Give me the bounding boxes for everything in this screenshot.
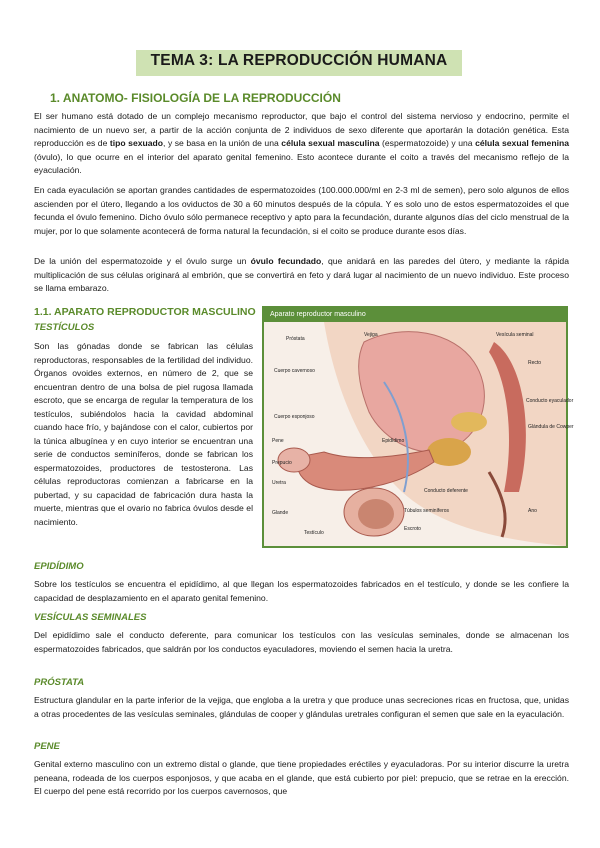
paragraph-pene: Genital externo masculino con un extremo distal o glande, que tiene propiedades eréctiles y eyaculadoras. Por su interior discurre la uretra peneana, rodeada de los cuerpos esponjosos, y que acaba en el glande, que está cubierto por piel: prepucio, que se retrae en la erección. El cuerpo del pene está recorrido por los cuerpos cavernosos, que [34,759,569,796]
heading-epididimo: EPIDÍDIMO [34,561,84,572]
heading-testiculos: TESTÍCULOS [34,322,95,333]
svg-text:Conducto eyaculador: Conducto eyaculador [526,398,574,404]
svg-text:Túbulos seminíferos: Túbulos seminíferos [404,508,450,514]
section-heading: 1. ANATOMO- FISIOLOGÍA DE LA REPRODUCCIÓN [50,91,341,105]
svg-text:Próstata: Próstata [286,336,305,342]
svg-text:Recto: Recto [528,360,542,366]
svg-text:Vesícula seminal: Vesícula seminal [496,332,534,338]
subsection-heading: 1.1. APARATO REPRODUCTOR MASCULINO [34,306,256,318]
svg-text:Cuerpo esponjoso: Cuerpo esponjoso [274,414,315,420]
paragraph-ejaculation: En cada eyaculación se aportan grandes cantidades de espermatozoides (100.000.000/ml en 2-3 ml de semen), pero solo algunos de ellos ascienden por el útero, llegando a los oviductos de 30 a 60 minutos después de la cópula. Y es solo uno de estos espermatozoides el que fecunda el óvulo femenino. Dicho óvulo sólo permanece receptivo y apto para la fecundación, durante algunos días del ciclo menstrual de la mujer, por lo que solamente acontecerá de forma natural la fecundación, si el coito se produce durante esos días. [34,185,569,236]
paragraph-epididimo: Sobre los testículos se encuentra el epidídimo, al que llegan los espermatozoides fabricados en el testículo, y donde se les confiere la capacidad de desplazamiento en el aparato genital femenino. [34,579,569,603]
svg-text:Ano: Ano [528,508,537,514]
svg-text:Epidídimo: Epidídimo [382,438,405,444]
svg-text:Escroto: Escroto [404,526,421,532]
paragraph-vesiculas: Del epidídimo sale el conducto deferente, para comunicar los testículos con las vesículas seminales, donde se almacenan los espermatozoides fabricados, que saldrán por los conductos eyaculadores, moviendo el semen hacia la uretra. [34,630,569,654]
svg-text:Vejiga: Vejiga [364,332,378,338]
svg-text:Glande: Glande [272,510,289,516]
paragraph-prostata: Estructura glandular en la parte inferior de la vejiga, que engloba a la uretra y que produce unas secreciones ricas en fructosa, que, unidas a otras procedentes de las vesículas seminales, glándulas de cooper y glándulas uretrales configuran el semen que sale en la eyaculación. [34,695,569,719]
svg-text:Testículo: Testículo [304,530,324,536]
figure-title: Aparato reproductor masculino [264,308,566,322]
anatomy-figure [262,306,574,548]
svg-text:Glándula de Cowper: Glándula de Cowper [528,424,574,430]
paragraph-fertilization: De la unión del espermatozoide y el óvulo surge un óvulo fecundado, que anidará en las paredes del útero, y mediante la rápida multiplicación de sus células originará al embrión, que se convertirá en feto y dará lugar al nacimiento de un nuevo individuo. Este proceso se llama embarazo. [34,256,569,293]
heading-vesiculas: VESÍCULAS SEMINALES [34,612,147,623]
heading-pene: PENE [34,741,60,752]
svg-text:Pene: Pene [272,438,284,444]
page-title: TEMA 3: LA REPRODUCCIÓN HUMANA [150,52,448,69]
anatomy-illustration [264,322,574,546]
heading-prostata: PRÓSTATA [34,677,85,688]
svg-text:Cuerpo cavernoso: Cuerpo cavernoso [274,368,315,374]
paragraph-testiculos: Son las gónadas donde se fabrican las células reproductoras, responsables de la fertilidad del individuo. Órganos ovoides externos, en número de 2, que se encuentran dentro de una bolsa de piel rugosa llamada escroto, que se encarga de regular la temperatura de los testículos, subiéndolos hacia la cavidad abdominal cuando hace frío, y bajándose con el calor, cubiertos por la túnica albugínea y en cuyo interior se encuentran una serie de conductos seminíferos, donde se fabrican los espermatozoides, productores de testosterona. Las células reproductoras comienzan a fabricarse en la pubertad, y su capacidad de fabricación dura hasta la muerte, mientras que el ovario no fabrica óvulos desde el nacimiento. [34,341,253,527]
svg-text:Prepucio: Prepucio [272,460,292,466]
paragraph-intro: El ser humano está dotado de un complejo mecanismo reproductor, que bajo el control del sistema nervioso y endocrino, permite el nacimiento de un nuevo ser, a partir de la acción conjunta de 2 individuos de sexo diferente que aportarán la dotación genética. Esta reproducción es de tipo sexuado, y se basa en la unión de una célula sexual masculina (espermatozoide) y una célula sexual femenina (óvulo), lo que ocurre en el interior del aparato genital femenino. Esto acontece durante el coito a través del mecanismo reflejo de la eyaculación. [34,111,569,175]
svg-text:Conducto deferente: Conducto deferente [424,488,468,494]
svg-text:Uretra: Uretra [272,480,286,486]
